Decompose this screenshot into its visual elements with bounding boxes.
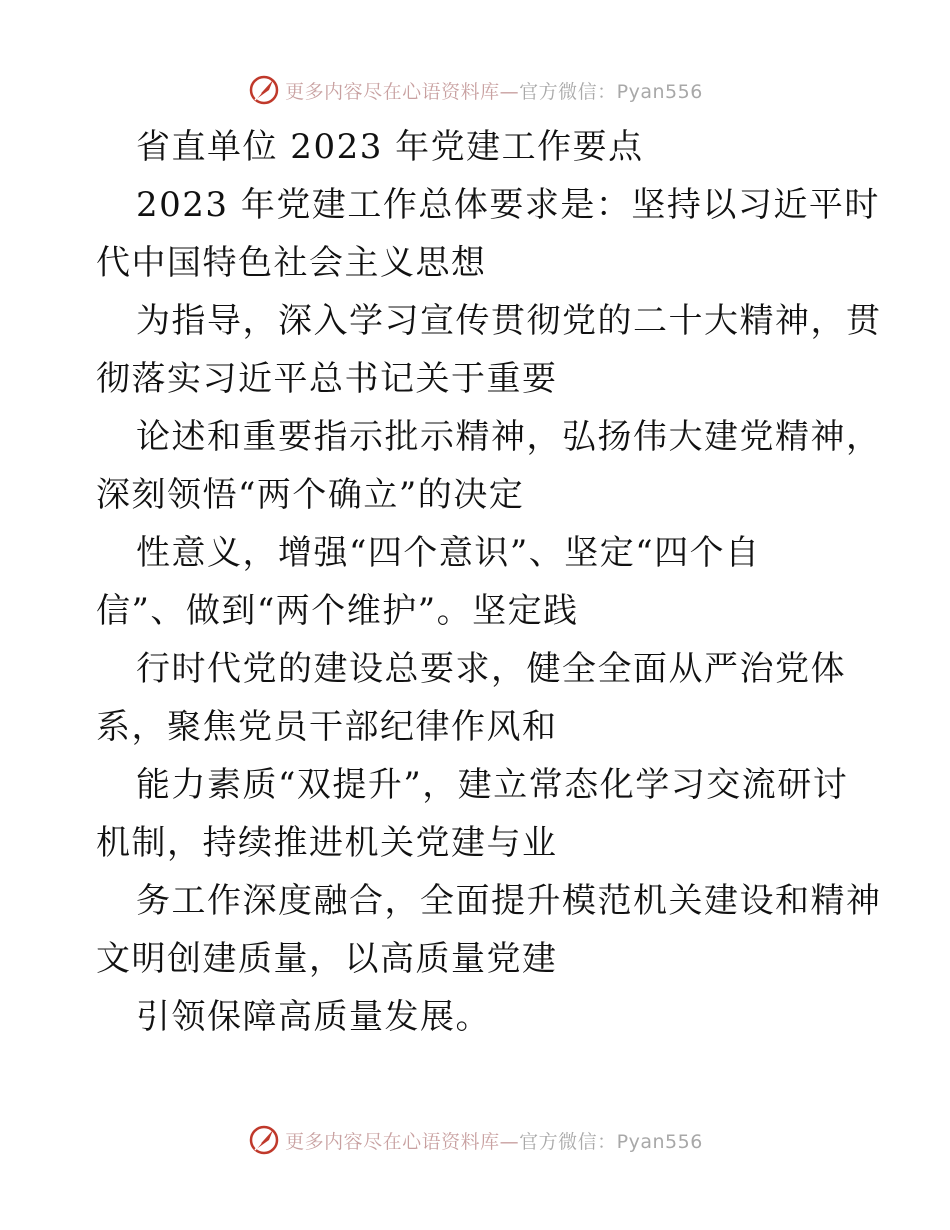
paragraph-line: 性意义，增强“四个意识”、坚定“四个自 xyxy=(136,533,761,573)
paragraph-line: 彻落实习近平总书记关于重要 xyxy=(96,359,558,399)
quill-logo-icon xyxy=(247,1123,281,1157)
paragraph-line: 行时代党的建设总要求，健全全面从严治党体 xyxy=(136,649,846,689)
watermark-separator: — xyxy=(499,1130,520,1153)
paragraph-line: 能力素质“双提升”，建立常态化学习交流研讨 xyxy=(136,765,849,805)
paragraph-line: 论述和重要指示批示精神，弘扬伟大建党精神， xyxy=(136,417,882,457)
paragraph-line: 机制，持续推进机关党建与业 xyxy=(96,823,558,863)
watermark-footer xyxy=(0,1120,950,1160)
watermark-header xyxy=(0,70,950,110)
paragraph-line: 2023 年党建工作总体要求是：坚持以习近平时 xyxy=(136,185,880,225)
paragraph-line: 为指导，深入学习宣传贯彻党的二十大精神，贯 xyxy=(136,301,882,341)
watermark-wechat-text: 官方微信：Pyan556 xyxy=(519,1130,703,1153)
quill-logo-icon xyxy=(247,73,281,107)
paragraph-line: 系，聚焦党员干部纪律作风和 xyxy=(96,707,558,747)
paragraph-line: 文明创建质量，以高质量党建 xyxy=(96,939,558,979)
paragraph-line: 信”、做到“两个维护”。坚定践 xyxy=(96,591,579,631)
paragraph-line: 务工作深度融合，全面提升模范机关建设和精神 xyxy=(136,881,882,921)
watermark-separator: — xyxy=(499,80,520,103)
watermark-wechat-text: 官方微信：Pyan556 xyxy=(519,80,703,103)
paragraph-line: 代中国特色社会主义思想 xyxy=(96,243,487,283)
watermark-main-text: 更多内容尽在心语资料库 xyxy=(285,1130,500,1153)
paragraph-line: 引领保障高质量发展。 xyxy=(136,997,491,1037)
document-title: 省直单位 2023 年党建工作要点 xyxy=(136,127,644,167)
document-body xyxy=(96,118,882,1046)
paragraph-line: 深刻领悟“两个确立”的决定 xyxy=(96,475,525,515)
watermark-main-text: 更多内容尽在心语资料库 xyxy=(285,80,500,103)
